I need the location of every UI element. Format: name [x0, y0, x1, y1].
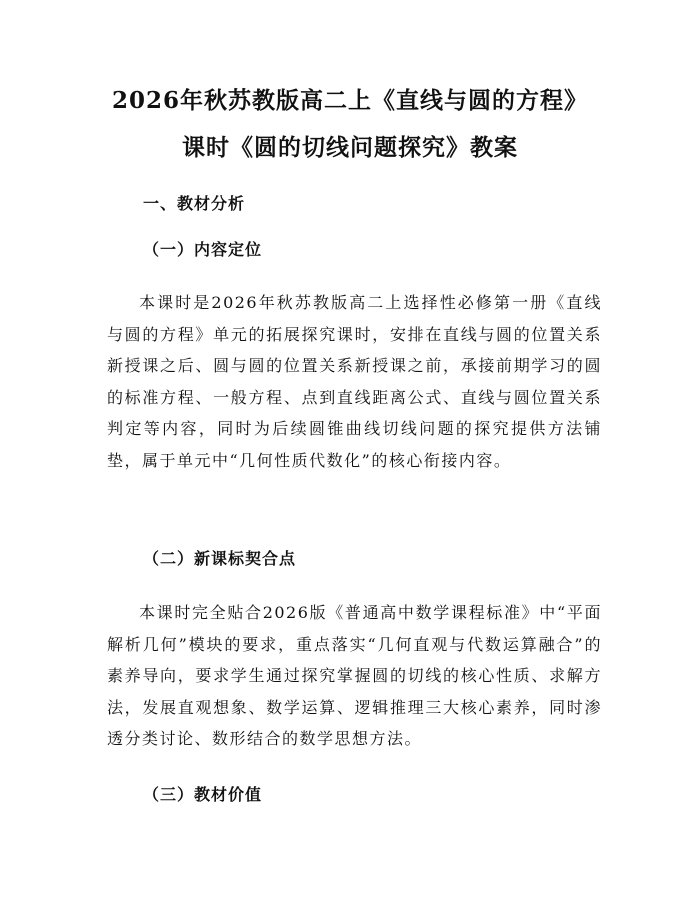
subsection-heading-textbook-value: （三）教材价值 — [143, 785, 263, 804]
document-title-line-2: 课时《圆的切线问题探究》教案 — [182, 134, 518, 161]
section-heading-textbook-analysis: 一、教材分析 — [143, 194, 246, 213]
paragraph-curriculum-alignment: 本课时完全贴合2026版《普通高中数学课程标准》中“平面解析几何”模块的要求，重点落实“几何直观与代数运算融合”的素养导向，要求学生通过探究掌握圆的切线的核心性质、求解方法，发展直观想象、数学运算、逻辑推理三大核心素养，同时渗透分类讨论、数形结合的数学思想方法。 — [107, 603, 602, 748]
paragraph-content-positioning: 本课时是2026年秋苏教版高二上选择性必修第一册《直线与圆的方程》单元的拓展探究课时，安排在直线与圆的位置关系新授课之后、圆与圆的位置关系新授课之前，承接前期学习的圆的标准方程、一般方程、点到直线距离公式、直线与圆位置关系判定等内容，同时为后续圆锥曲线切线问题的探究提供方法铺垫，属于单元中“几何性质代数化”的核心衔接内容。 — [107, 293, 602, 470]
document-title-line-1: 2026年秋苏教版高二上《直线与圆的方程》 — [111, 87, 588, 114]
subsection-heading-content-positioning: （一）内容定位 — [143, 240, 263, 259]
subsection-heading-curriculum-alignment: （二）新课标契合点 — [143, 549, 297, 568]
